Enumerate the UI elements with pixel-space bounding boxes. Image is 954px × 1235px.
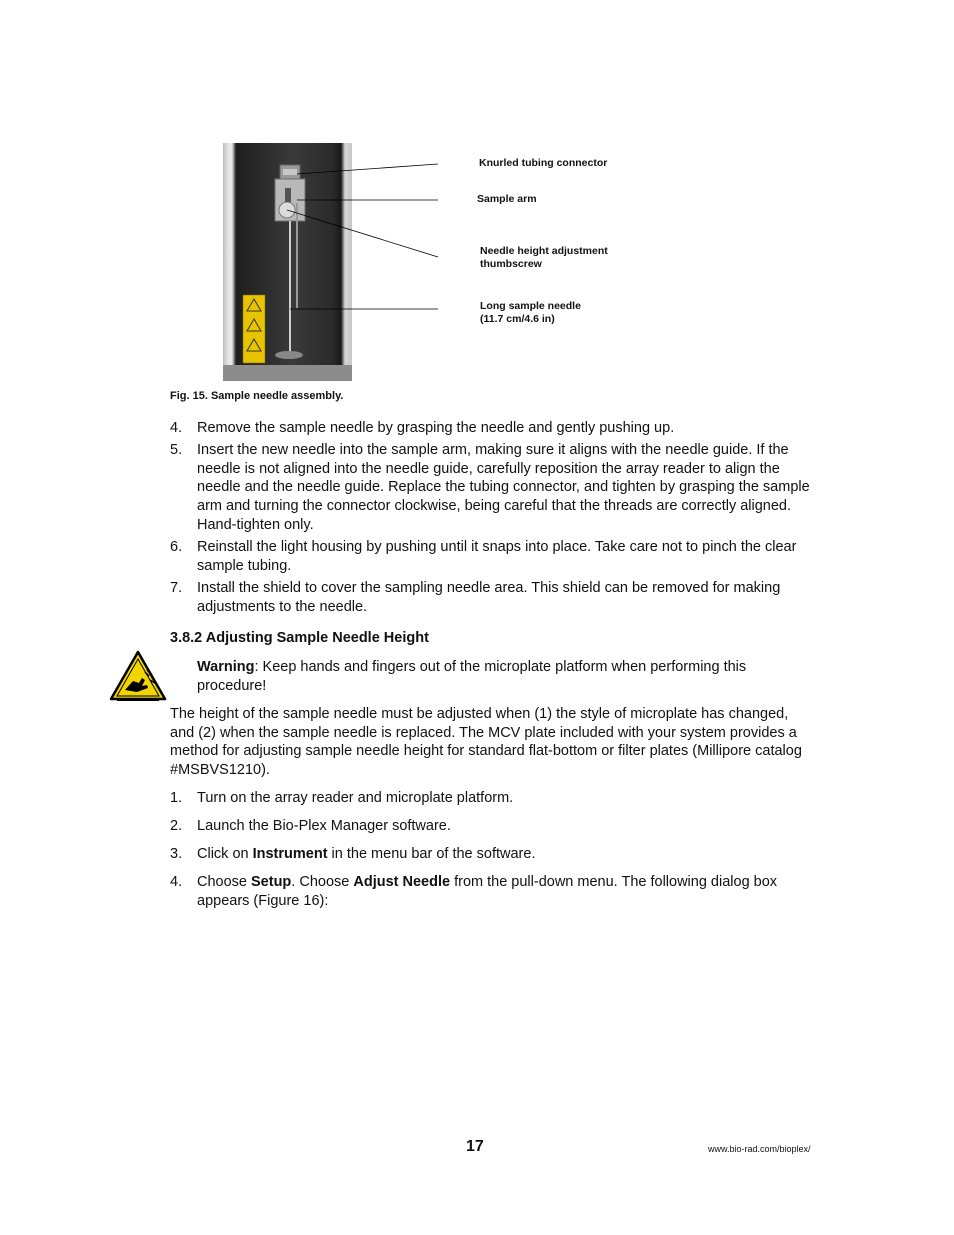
- callout-thumbscrew-line2: thumbscrew: [480, 258, 542, 270]
- callout-sample-arm: Sample arm: [477, 193, 537, 205]
- menu-item-adjust-needle: Adjust Needle: [353, 874, 451, 890]
- step-number: 2.: [170, 818, 183, 834]
- step-number: 1.: [170, 790, 183, 806]
- page-number: 17: [466, 1138, 484, 1155]
- pinch-hazard-warning-icon: [109, 650, 167, 702]
- footer-url: www.bio-rad.com/bioplex/: [708, 1144, 811, 1154]
- warning-text: : Keep hands and fingers out of the microplate platform when performing this procedure!: [197, 659, 747, 694]
- step-text: Turn on the array reader and microplate platform.: [197, 790, 514, 806]
- step-number: 5.: [170, 442, 183, 458]
- menu-name-instrument: Instrument: [252, 846, 328, 862]
- step-text: Install the shield to cover the sampling needle area. This shield can be removed for making adjustments to the needle.: [197, 580, 781, 615]
- step-text-part: . Choose: [291, 874, 354, 890]
- callout-long-needle-line2: (11.7 cm/4.6 in): [480, 313, 555, 325]
- step-text: Remove the sample needle by grasping the needle and gently pushing up.: [197, 420, 675, 436]
- step-number: 4.: [170, 874, 183, 890]
- step-text: Launch the Bio-Plex Manager software.: [197, 818, 451, 834]
- step-text: [197, 845, 812, 864]
- step-text: [197, 873, 812, 910]
- figure-caption: Fig. 15. Sample needle assembly.: [170, 390, 344, 402]
- sample-needle-photo: [223, 143, 352, 381]
- step-text: Reinstall the light housing by pushing until it snaps into place. Take care not to pinch the clear sample tubing.: [197, 539, 797, 574]
- warning-label: Warning: [197, 659, 255, 675]
- callout-leader-lines: [0, 0, 954, 420]
- step-text-part: Click on: [197, 846, 253, 862]
- warning-message: [197, 658, 812, 695]
- callout-long-needle-line1: Long sample needle: [480, 300, 581, 312]
- callout-thumbscrew-line1: Needle height adjustment: [480, 245, 608, 257]
- step-text-part: in the menu bar of the software.: [327, 846, 536, 862]
- callout-knurled-connector: Knurled tubing connector: [479, 157, 608, 169]
- section-heading: 3.8.2 Adjusting Sample Needle Height: [170, 630, 429, 646]
- step-number: 4.: [170, 420, 183, 436]
- step-number: 7.: [170, 580, 183, 596]
- menu-name-setup: Setup: [251, 874, 292, 890]
- needle-assembly-illustration: [223, 143, 352, 381]
- step-text: Insert the new needle into the sample arm, making sure it aligns with the needle guide. If the needle is not aligned into the needle guide, carefully reposition the array reader to align the needle and the needle guide. Replace the tubing connector, and tighten by grasping the sample arm and turning the connector clockwise, being careful that the threads are correctly aligned. Hand-tighten only.: [197, 442, 810, 533]
- step-number: 6.: [170, 539, 183, 555]
- step-text-part: from the pull-down menu. The following dialog box appears (Figure 16):: [197, 874, 778, 909]
- intro-paragraph: The height of the sample needle must be adjusted when (1) the style of microplate has changed, and (2) when the sample needle is replaced. The MCV plate included with your system provides a method for adjusting sample needle height for standard flat-bottom or filter plates (Millipore catalog #MSBVS1210).: [170, 706, 802, 779]
- step-number: 3.: [170, 846, 183, 862]
- step-text-part: Choose: [197, 874, 252, 890]
